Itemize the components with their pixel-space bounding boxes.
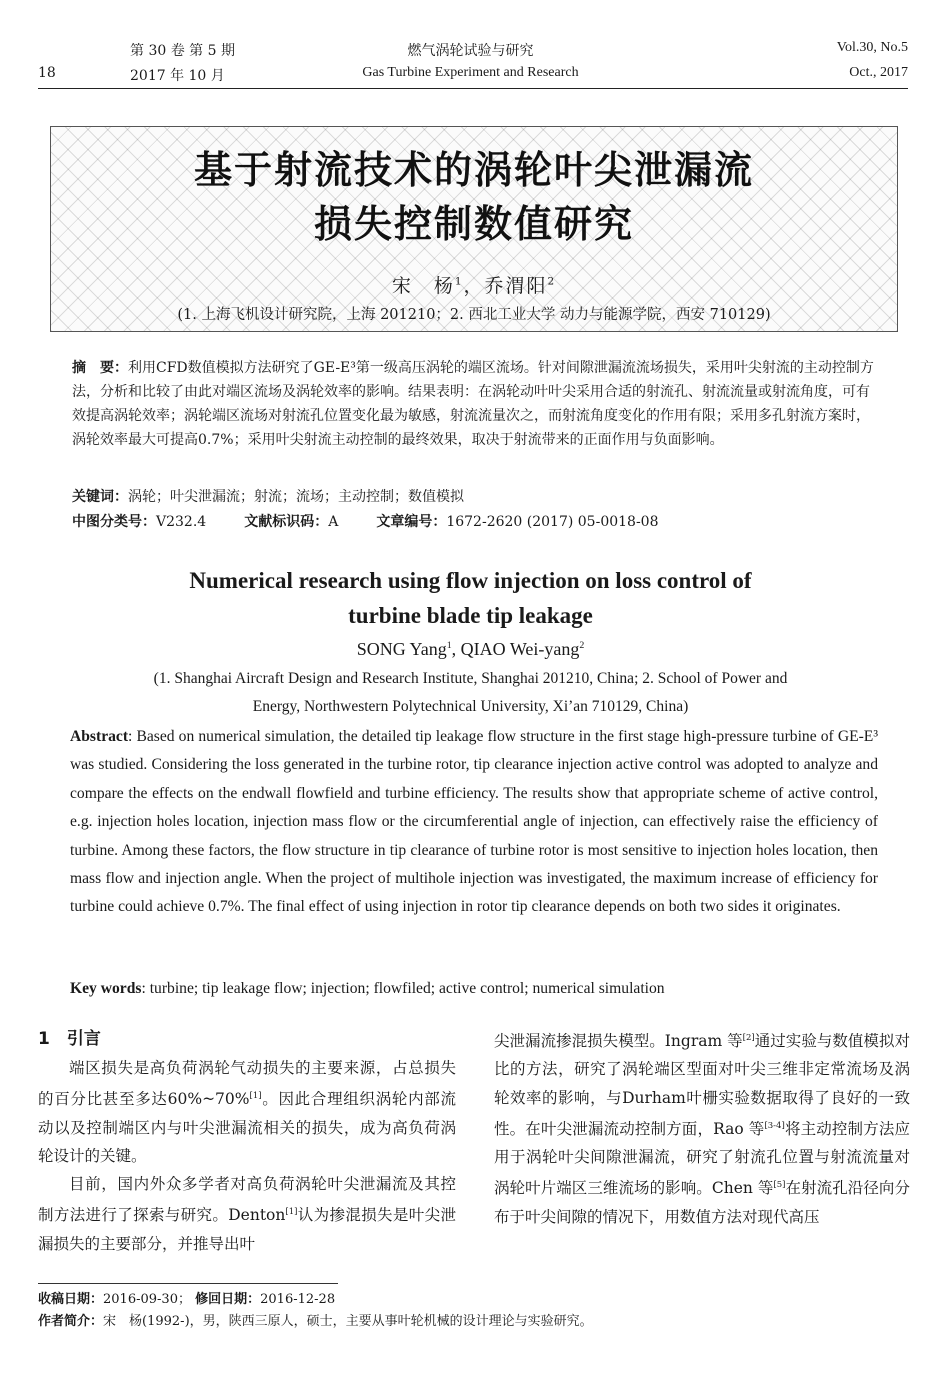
keywords-cn-label: 关键词：	[72, 489, 128, 505]
doc-code-label: 文献标识码：	[244, 514, 329, 530]
journal-name-en: Gas Turbine Experiment and Research	[362, 65, 579, 80]
author-en-separator: ,	[451, 639, 461, 659]
author-cn-1: 宋 杨	[391, 275, 455, 297]
journal-name-cn: 燃气涡轮试验与研究	[407, 43, 534, 59]
author-en-2-affil: 2	[579, 640, 585, 651]
publication-date-en: Oct., 2017	[849, 65, 908, 80]
doc-code-value: A	[328, 514, 339, 530]
author-cn-1-affil: 1	[454, 275, 464, 288]
page-number: 18	[38, 65, 56, 81]
citation-ref: [3-4]	[764, 1120, 785, 1131]
clc-label: 中图分类号：	[72, 514, 156, 530]
author-en-2: QIAO Wei-yang	[460, 639, 580, 659]
title-box	[50, 126, 898, 332]
abstract-cn-text: 利用CFD数值模拟方法研究了GE-E³第一级高压涡轮的端区流场。针对间隙泄漏流流场损失，采用叶尖射流的主动控制方法，分析和比较了由此对端区流场及涡轮效率的影响。结果表明：在涡轮动叶叶尖采用合适的射流孔、射流流量或射流角度，可有效提高涡轮效率；涡轮端区流场对射流孔位置变化最为敏感，射流流量次之，而射流角度变化的作用有限；采用多孔射流方案时，涡轮效率最大可提高0.7%；采用叶尖射流主动控制的最终效果，取决于射流带来的正面作用与负面影响。	[72, 360, 874, 448]
classification-line	[72, 511, 659, 531]
keywords-en-colon: :	[141, 980, 150, 997]
section-heading: 1 引言	[38, 1029, 101, 1049]
author-cn-2-affil: 2	[547, 275, 557, 288]
intro-p1-text-cont: 。因此合理组织涡轮内部流动以及控制端区内与叶尖泄漏流相关的损失，成为高负荷涡轮设计的关键。	[38, 1090, 456, 1165]
publication-date-cn: 2017 年 10 月	[130, 68, 225, 84]
intro-p1-text: 端区损失是高负荷涡轮气动损失的主要来源，占总损失的百分比甚至多达60%~70%	[38, 1059, 456, 1109]
author-separator: ，	[463, 275, 485, 297]
bio-label: 作者简介：	[38, 1314, 104, 1329]
intro-paragraph-1	[38, 1054, 456, 1170]
volume-issue-en: Vol.30, No.5	[836, 40, 908, 55]
clc-value: V232.4	[156, 514, 207, 530]
article-no-value: 1672-2620 (2017) 05-0018-08	[446, 514, 659, 530]
revised-date: 2016-12-28	[260, 1292, 336, 1307]
keywords-en-text: turbine; tip leakage flow; injection; flowfiled; active control; numerical simulation	[149, 980, 665, 997]
citation-ref: [2]	[742, 1033, 755, 1043]
abstract-en-label: Abstract	[70, 728, 129, 745]
abstract-cn-label: 摘 要：	[72, 360, 128, 376]
keywords-en-label: Key words	[70, 980, 142, 997]
footnote-author-bio	[38, 1310, 593, 1329]
body-column-left	[38, 1024, 456, 1258]
abstract-cn	[72, 356, 880, 452]
volume-issue: 第 30 卷 第 5 期	[130, 43, 235, 59]
citation-ref: [5]	[773, 1180, 786, 1191]
right-text-c: 将主动控制方法应用于涡轮叶尖间隙泄漏流，研究了射流孔位置与射流流量对涡轮叶片端区三维流场的影响。Chen 等	[494, 1119, 910, 1198]
footnote-dates	[38, 1288, 335, 1307]
author-cn-2: 乔渭阳	[484, 275, 548, 297]
intro-paragraph-2-continued	[494, 1024, 910, 1231]
keywords-cn-text: 涡轮；叶尖泄漏流；射流；流场；主动控制；数值模拟	[128, 489, 464, 505]
author-en-1: SONG Yang	[356, 639, 447, 659]
title-en-line1: Numerical research using flow injection on loss control of	[189, 568, 752, 593]
title-cn-line2: 损失控制数值研究	[313, 202, 634, 246]
right-text-b: 通过实验与数值模拟对比的方法，研究了涡轮端区型面对叶尖三维非定常流场及涡轮效率的影响，与Durham叶栅实验数据取得了良好的一致性。在叶尖泄漏流动控制方面，Rao 等	[494, 1032, 910, 1138]
received-label: 收稿日期：	[38, 1292, 104, 1307]
abstract-en	[70, 723, 878, 922]
title-cn-line1: 基于射流技术的涡轮叶尖泄漏流	[193, 148, 754, 192]
bio-text: 宋 杨(1992-)，男，陕西三原人，硕士，主要从事叶轮机械的设计理论与实验研究。	[103, 1314, 593, 1329]
article-no-label: 文章编号：	[376, 514, 447, 530]
title-en-line2: turbine blade tip leakage	[348, 603, 593, 628]
right-text-d: 在射流孔沿径向分布于叶尖间隙的情况下，用数值方法对现代高压	[494, 1179, 910, 1226]
abstract-en-colon: :	[128, 728, 137, 745]
abstract-en-text: Based on numerical simulation, the detailed tip leakage flow structure in the first stage high-pressure turbine of GE-E³ was studied. Considering the loss generated in the turbine rotor, tip clearance injection active control was adopted to analyze and compare the effects on the endwall flowfield and turbine efficiency. The results show that appropriate scheme of active control, e.g. injection holes location, injection mass flow or the circumferential angle of injection, can effectively raise the efficiency of turbine. Among these factors, the flow structure in tip clearance of turbine rotor is most sensitive to injection holes location, then mass flow and injection angle. When the project of multihole injection was investigated, the maximum increase of efficiency for turbine could achieve 0.7%. The final effect of using injection in rotor tip clearance depends on both two sides it originates.	[70, 728, 879, 916]
affiliation-cn: (1. 上海飞机设计研究院，上海 201210；2. 西北工业大学 动力与能源学院，西安 710129)	[177, 307, 771, 323]
affiliation-en-line1: (1. Shanghai Aircraft Design and Research Institute, Shanghai 201210, China; 2. School of Power and	[153, 670, 788, 687]
header-rule	[38, 88, 908, 89]
affiliation-en-line2: Energy, Northwestern Polytechnical University, Xi’an 710129, China)	[252, 698, 689, 715]
authors-en	[0, 639, 941, 660]
intro-p2-text-cont: 认为掺混损失是叶尖泄漏损失的主要部分，并推导出叶	[38, 1206, 456, 1253]
keywords-en	[70, 980, 878, 998]
authors-cn	[51, 271, 897, 298]
journal-header	[0, 0, 941, 90]
right-text-a: 尖泄漏流掺混损失模型。Ingram 等	[494, 1032, 743, 1051]
received-date: 2016-09-30；	[103, 1292, 191, 1307]
intro-p2-text: 目前，国内外众多学者对高负荷涡轮叶尖泄漏流及其控制方法进行了探索与研究。Denton	[38, 1174, 456, 1225]
author-en-1-affil: 1	[446, 640, 452, 651]
body-column-right	[494, 1024, 910, 1231]
intro-paragraph-2	[38, 1170, 456, 1258]
keywords-cn	[72, 485, 880, 509]
citation-ref: [1]	[285, 1207, 298, 1218]
footnote-rule	[38, 1283, 338, 1284]
revised-label: 修回日期：	[195, 1292, 261, 1307]
citation-ref: [1]	[249, 1091, 262, 1102]
